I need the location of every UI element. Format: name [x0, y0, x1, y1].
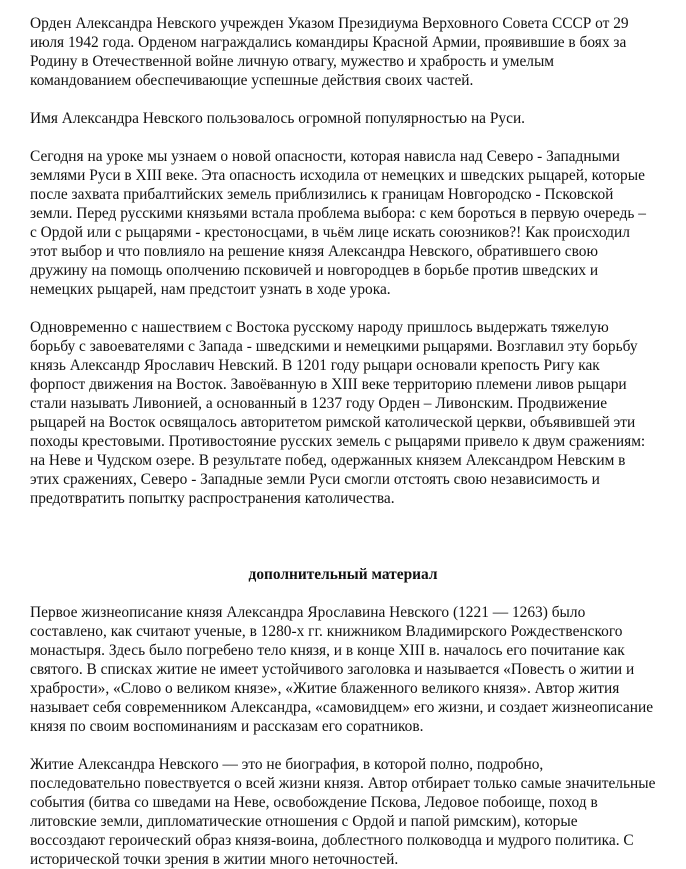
- paragraph-popularity: Имя Александра Невского пользовалось огромной популярностью на Руси.: [30, 110, 526, 127]
- paragraph-hagiography: Житие Александра Невского — это не биография, в которой полно, подробно, последовательно повествуется о всей жизни князя. Автор отбирает только самые значительные события (битва со шведами на Неве, освобождение Пскова, Ледовое побоище, поход в литовские земли, дипломатические отношения с Ордой и папой римским), которые воссоздают героический образ князя-воина, доблестного полководца и мудрого политика. С исторической точки зрения в житии много неточностей.: [30, 756, 656, 868]
- paragraph-lesson-intro: Сегодня на уроке мы узнаем о новой опасности, которая нависла над Северо - Западными землями Руси в XIII веке. Эта опасность исходила от немецких и шведских рыцарей, которые после захвата прибалтийских земель приблизились к границам Новгородско - Псковской земли. Перед русскими князьями встала проблема выбора: с кем бороться в первую очередь – с Ордой или с рыцарями - крестоносцами, в чьём лице искать союзников?! Как происходил этот выбор и что повлияло на решение князя Александра Невского, обратившего свою дружину на помощь ополчению псковичей и новгородцев в борьбе против шведских и немецких рыцарей, нам предстоит узнать в ходе урока.: [30, 148, 646, 298]
- paragraph-western-invasion: Одновременно с нашествием с Востока русскому народу пришлось выдержать тяжелую борьбу с завоевателями с Запада - шведскими и немецкими рыцарями. Возглавил эту борьбу князь Александр Ярославич Невский. В 1201 году рыцари основали крепость Ригу как форпост движения на Восток. Завоёванную в XIII веке территорию племени ливов рыцари стали называть Ливонией, а основанный в 1237 году Орден – Ливонским. Продвижение рыцарей на Восток освящалось авторитетом римской католической церкви, объявившей эти походы крестовыми. Противостояние русских земель с рыцарями привело к двум сражениям: на Неве и Чудском озере. В результате побед, одержанных князем Александром Невским в этих сражениях, Северо - Западные земли Руси смогли отстоять свою независимость и предотвратить попытку распространения католичества.: [30, 319, 646, 507]
- section-heading: дополнительный материал: [248, 566, 438, 583]
- paragraph-first-biography: Первое жизнеописание князя Александра Ярославина Невского (1221 — 1263) было составлено, как считают ученые, в 1280-х гг. книжником Владимирского Рождественского монастыря. Здесь было погребено тело князя, и в конце XIII в. началось его почитание как святого. В списках житие не имеет устойчивого заголовка и называется «Повесть о житии и храбрости», «Слово о великом князе», «Житие блаженного великого князя». Автор жития называет себя современником Александра, «самовидцем» его жизни, и создает жизнеописание князя по своим воспоминаниям и рассказам его соратников.: [30, 604, 654, 735]
- paragraph-order-history: Орден Александра Невского учрежден Указом Президиума Верховного Совета СССР от 29 июля 1942 года. Орденом награждались командиры Красной Армии, проявившие в боях за Родину в Отечественной войне личную отвагу, мужество и храбрость и умелым командованием обеспечивающие успешные действия своих частей.: [30, 15, 629, 89]
- section-spacer: [30, 527, 656, 565]
